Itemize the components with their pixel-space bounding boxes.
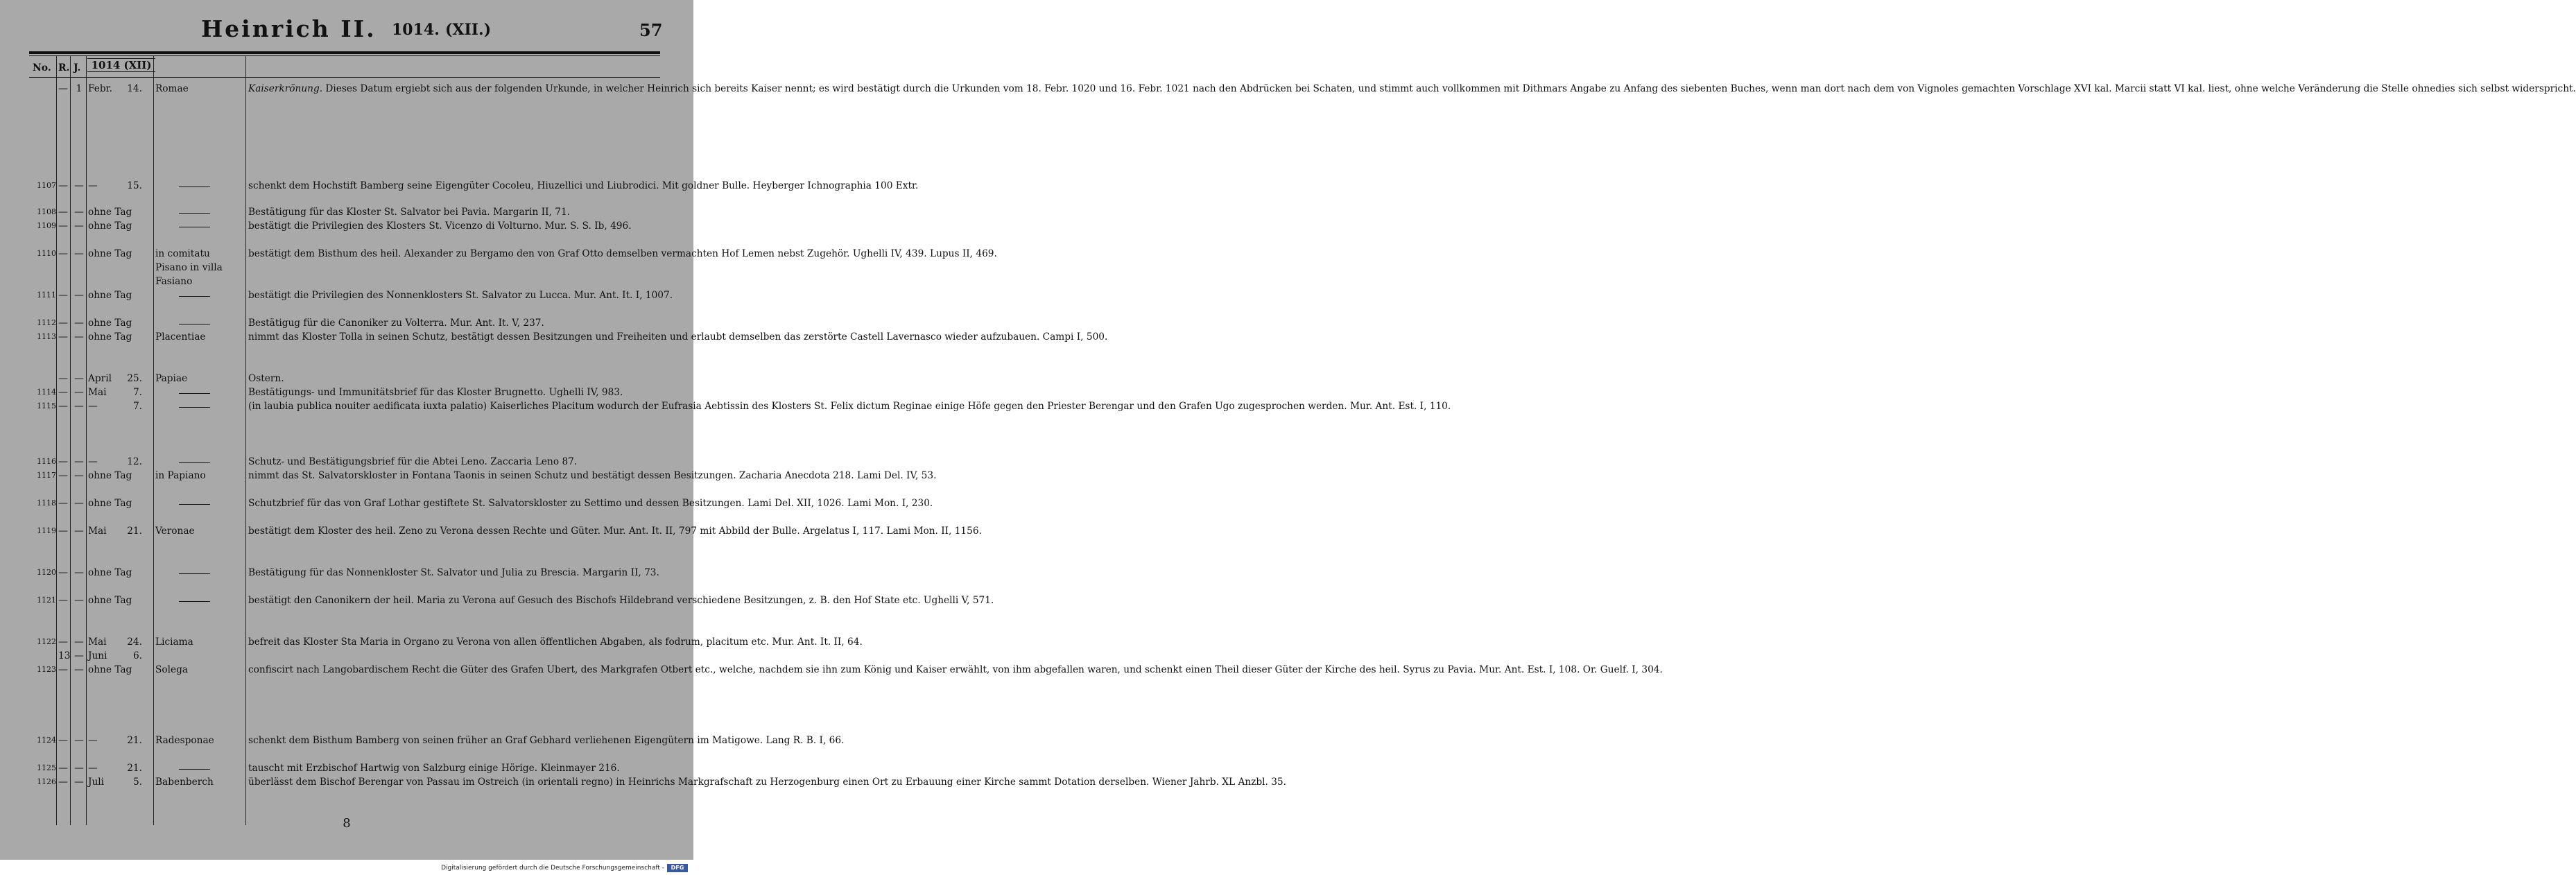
date-month: Mai bbox=[88, 526, 107, 537]
date-day: 15. bbox=[127, 180, 142, 191]
regest-body: bestätigt die Privilegien des Klosters St. Vicenzo di Volturno. Mur. S. S. Ib, 496. bbox=[248, 220, 632, 232]
reign-year-j: — bbox=[74, 373, 84, 384]
reign-year-j: — bbox=[74, 735, 84, 746]
reign-year-r: — bbox=[58, 220, 68, 232]
reign-year-r: — bbox=[58, 498, 68, 509]
regest-text bbox=[248, 524, 982, 538]
reign-year-j: — bbox=[74, 290, 84, 301]
place-repeat-dash bbox=[179, 504, 210, 505]
reign-year-r: — bbox=[58, 290, 68, 301]
footer bbox=[0, 863, 693, 875]
date-month: ohne Tag bbox=[88, 664, 132, 675]
regest-number: 1111 bbox=[37, 291, 56, 300]
reign-year-r: — bbox=[58, 207, 68, 218]
date-day: 5. bbox=[132, 777, 142, 788]
regest-number: 1119 bbox=[37, 526, 56, 535]
regest-body: (in laubia publica nouiter aedificata iuxta palatio) Kaiserliches Placitum wodurch der Eufrasia Aebtissin des Klosters St. Felix dictum Reginae einige Höfe gegen den Priester Berengar und den Grafen Ugo zugesprochen werden. Mur. Ant. Est. I, 110. bbox=[248, 401, 1451, 412]
regest-text bbox=[248, 385, 659, 399]
reign-year-j: 1 bbox=[76, 83, 83, 94]
reign-year-r: — bbox=[58, 331, 68, 343]
date-month: Juli bbox=[88, 777, 105, 788]
reign-year-j: — bbox=[74, 664, 84, 675]
reign-year-r: — bbox=[58, 248, 68, 259]
date-month: — bbox=[88, 735, 98, 746]
date-day: 21. bbox=[127, 763, 142, 774]
reign-year-r: — bbox=[58, 83, 68, 94]
date-month: — bbox=[88, 401, 98, 412]
regest-body: Ostern. bbox=[248, 373, 284, 384]
place-repeat-dash bbox=[179, 601, 210, 602]
reign-year-r: — bbox=[58, 180, 68, 191]
running-title: Heinrich II. bbox=[201, 15, 377, 42]
date-day: 21. bbox=[127, 526, 142, 537]
date-day: 7. bbox=[132, 401, 142, 412]
place-repeat-dash bbox=[179, 769, 210, 770]
regest-text bbox=[248, 288, 673, 302]
reign-year-j: — bbox=[74, 401, 84, 412]
regest-text bbox=[248, 330, 1108, 344]
place-name: in Papiano bbox=[155, 470, 206, 481]
date-month: ohne Tag bbox=[88, 470, 132, 481]
regest-text bbox=[248, 82, 2576, 96]
date-day: 24. bbox=[127, 636, 142, 648]
place-name: Babenberch bbox=[155, 777, 214, 788]
reign-year-r: — bbox=[58, 470, 68, 481]
column-header-r: R. bbox=[58, 62, 70, 73]
reign-year-r: — bbox=[58, 664, 68, 675]
reign-year-r: — bbox=[58, 373, 68, 384]
regest-text bbox=[248, 179, 919, 193]
regest-number: 1113 bbox=[37, 332, 56, 341]
date-day: 25. bbox=[127, 373, 142, 384]
regest-text bbox=[248, 761, 659, 775]
place-name: Veronae bbox=[155, 526, 195, 537]
regest-body: Schutz- und Bestätigungsbrief für die Abtei Leno. Zaccaria Leno 87. bbox=[248, 456, 578, 467]
place-repeat-dash bbox=[179, 393, 210, 394]
regest-number: 1114 bbox=[37, 388, 56, 397]
regest-body: nimmt das St. Salvatorskloster in Fontana Taonis in seinen Schutz und bestätigt dessen Besitzungen. Zacharia Anecdota 218. Lami Del. IV, 53. bbox=[248, 470, 937, 481]
reign-year-r: — bbox=[58, 526, 68, 537]
date-day: 21. bbox=[127, 735, 142, 746]
date-day: 14. bbox=[127, 83, 142, 94]
footer-funding-text: Digitalisierung gefördert durch die Deutsche Forschungsgemeinschaft - bbox=[441, 865, 664, 872]
regest-number: 1124 bbox=[37, 736, 56, 745]
regest-text bbox=[248, 635, 863, 649]
regest-text bbox=[248, 496, 933, 510]
regest-number: 1123 bbox=[37, 665, 56, 674]
regest-text bbox=[248, 316, 659, 330]
regest-number: 1126 bbox=[37, 777, 56, 786]
date-month: Febr. bbox=[88, 83, 112, 94]
regest-text bbox=[248, 247, 997, 261]
date-month: April bbox=[88, 373, 112, 384]
reign-year-j: — bbox=[74, 180, 84, 191]
regest-body: nimmt das Kloster Tolla in seinen Schutz, bestätigt dessen Besitzungen und Freiheiten und erlaubt demselben das zerstörte Castell Lavernasco wieder aufzubauen. Campi I, 500. bbox=[248, 331, 1108, 343]
regest-body: schenkt dem Bisthum Bamberg von seinen früher an Graf Gebhard verliehenen Eigengütern im Matigowe. Lang R. B. I, 66. bbox=[248, 735, 845, 746]
regest-body: bestätigt dem Bisthum des heil. Alexander zu Bergamo den von Graf Otto demselben vermachten Hof Lemen nebst Zugehör. Ughelli IV, 439. Lupus II, 469. bbox=[248, 248, 997, 259]
running-year: 1014. bbox=[392, 21, 440, 39]
regest-text bbox=[248, 469, 937, 483]
reign-year-j: — bbox=[74, 207, 84, 218]
place-repeat-dash bbox=[179, 407, 210, 408]
column-header-year: 1014 (XII) bbox=[87, 58, 155, 72]
date-month: — bbox=[88, 456, 98, 467]
column-divider bbox=[86, 55, 87, 825]
reign-year-j: — bbox=[74, 567, 84, 578]
reign-year-r: — bbox=[58, 401, 68, 412]
regest-body: befreit das Kloster Sta Maria in Organo zu Verona von allen öffentlichen Abgaben, als fodrum, placitum etc. Mur. Ant. It. II, 64. bbox=[248, 636, 863, 648]
regest-number: 1116 bbox=[37, 457, 56, 466]
header-rule-thick bbox=[29, 51, 660, 54]
date-month: Mai bbox=[88, 387, 107, 398]
regest-body: Dieses Datum ergiebt sich aus der folgenden Urkunde, in welcher Heinrich sich bereits Kaiser nennt; es wird bestätigt durch die Urkunden vom 18. Febr. 1020 und 16. Febr. 1021 nach den Abdrücken bei Schaten, und stimmt auch vollkommen mit Dithmars Angabe zu Anfang des siebenten Buches, wenn man dort nach dem von Vignoles gemachten Vorschlage XVI kal. Marcii statt VI kal. liest, ohne welche Veränderung die Stelle ohnedies sich selbst widerspricht. bbox=[322, 83, 2576, 94]
regest-number: 1117 bbox=[37, 471, 56, 480]
reign-year-r: — bbox=[58, 735, 68, 746]
regest-text bbox=[248, 399, 1451, 413]
reign-year-j: — bbox=[74, 470, 84, 481]
date-month: ohne Tag bbox=[88, 220, 132, 232]
reign-year-j: — bbox=[74, 456, 84, 467]
reign-year-r: 13 bbox=[58, 650, 71, 661]
place-repeat-dash bbox=[179, 213, 210, 214]
reign-year-r: — bbox=[58, 636, 68, 648]
date-month: ohne Tag bbox=[88, 290, 132, 301]
place-name: Papiae bbox=[155, 373, 188, 384]
regest-heading: Kaiserkrönung. bbox=[248, 83, 323, 94]
date-month: ohne Tag bbox=[88, 567, 132, 578]
reign-year-j: — bbox=[74, 220, 84, 232]
regest-body: bestätigt dem Kloster des heil. Zeno zu Verona dessen Rechte und Güter. Mur. Ant. It. II, 797 mit Abbild der Bulle. Argelatus I, 117. Lami Mon. II, 1156. bbox=[248, 526, 982, 537]
regest-number: 1118 bbox=[37, 499, 56, 508]
regest-body: Bestätigungs- und Immunitätsbrief für das Kloster Brugnetto. Ughelli IV, 983. bbox=[248, 387, 623, 398]
date-month: — bbox=[88, 763, 98, 774]
reign-year-r: — bbox=[58, 595, 68, 606]
regest-body: bestätigt die Privilegien des Nonnenklosters St. Salvator zu Lucca. Mur. Ant. It. I, 1007. bbox=[248, 290, 673, 301]
regest-body: überlässt dem Bischof Berengar von Passau im Ostreich (in orientali regno) in Heinrichs Markgrafschaft zu Herzogenburg einen Ort zu Erbauung einer Kirche sammt Dotation derselben. Wiener Jahrb. XL Anzbl. 35. bbox=[248, 777, 1286, 788]
regest-body: schenkt dem Hochstift Bamberg seine Eigengüter Cocoleu, Hiuzellici und Liubrodici. Mit goldner Bulle. Heyberger Ichnographia 100 Extr. bbox=[248, 180, 919, 191]
reign-year-j: — bbox=[74, 248, 84, 259]
date-month: ohne Tag bbox=[88, 248, 132, 259]
date-month: ohne Tag bbox=[88, 595, 132, 606]
column-head-rule bbox=[29, 77, 660, 78]
regest-number: 1107 bbox=[37, 181, 56, 190]
regest-text bbox=[248, 566, 659, 580]
regest-body: tauscht mit Erzbischof Hartwig von Salzburg einige Hörige. Kleinmayer 216. bbox=[248, 763, 620, 774]
dfg-logo: DFG bbox=[667, 864, 688, 872]
date-day: 12. bbox=[127, 456, 142, 467]
regest-body: Bestätigung für das Kloster St. Salvator bei Pavia. Margarin II, 71. bbox=[248, 207, 571, 218]
regest-number: 1122 bbox=[37, 637, 56, 646]
place-name: Solega bbox=[155, 664, 189, 675]
regest-body: bestätigt den Canonikern der heil. Maria zu Verona auf Gesuch des Bischofs Hildebrand verschiedene Besitzungen, z. B. den Hof State etc. Ughelli V, 571. bbox=[248, 595, 994, 606]
regest-text bbox=[248, 205, 659, 219]
place-name: Liciama bbox=[155, 636, 193, 648]
place-repeat-dash bbox=[179, 296, 210, 297]
reign-year-r: — bbox=[58, 387, 68, 398]
place-repeat-dash bbox=[179, 462, 210, 463]
place-name: Romae bbox=[155, 83, 189, 94]
regest-body: Schutzbrief für das von Graf Lothar gestiftete St. Salvatorskloster zu Settimo und dessen Besitzungen. Lami Del. XII, 1026. Lami Mon. I, 230. bbox=[248, 498, 933, 509]
page-number: 57 bbox=[639, 20, 663, 40]
column-divider bbox=[153, 55, 154, 825]
regest-body: confiscirt nach Langobardischem Recht die Güter des Grafen Ubert, des Markgrafen Otbert etc., welche, nachdem sie ihn zum König und Kaiser erwählt, von ihm abgefallen waren, und schenkt einen Theil dieser Güter der Kirche des heil. Syrus zu Pavia. Mur. Ant. Est. I, 108. Or. Guelf. I, 304. bbox=[248, 664, 1663, 675]
place-repeat-dash bbox=[179, 573, 210, 574]
date-month: ohne Tag bbox=[88, 207, 132, 218]
regest-number: 1108 bbox=[37, 207, 56, 216]
regest-text bbox=[248, 372, 659, 385]
reign-year-j: — bbox=[74, 650, 84, 661]
regest-number: 1115 bbox=[37, 401, 56, 410]
column-divider bbox=[245, 55, 246, 825]
regest-text bbox=[248, 455, 659, 469]
reign-year-j: — bbox=[74, 498, 84, 509]
reign-year-j: — bbox=[74, 777, 84, 788]
column-divider bbox=[56, 55, 57, 825]
regest-number: 1109 bbox=[37, 221, 56, 230]
regest-number: 1120 bbox=[37, 568, 56, 577]
regest-text bbox=[248, 734, 845, 747]
date-month: — bbox=[88, 180, 98, 191]
regest-number: 1125 bbox=[37, 763, 56, 772]
regest-text bbox=[248, 663, 1663, 677]
column-header-j: J. bbox=[74, 62, 81, 73]
place-name: Radesponae bbox=[155, 735, 214, 746]
date-month: ohne Tag bbox=[88, 498, 132, 509]
regest-body: Bestätigug für die Canoniker zu Volterra. Mur. Ant. It. V, 237. bbox=[248, 318, 544, 329]
regest-text bbox=[248, 594, 994, 607]
reign-year-r: — bbox=[58, 777, 68, 788]
regest-number: 1110 bbox=[37, 249, 56, 258]
regest-number: 1121 bbox=[37, 596, 56, 605]
header-rule-thin bbox=[29, 55, 660, 56]
signature-mark: 8 bbox=[343, 816, 351, 831]
reign-year-r: — bbox=[58, 567, 68, 578]
reign-year-j: — bbox=[74, 318, 84, 329]
date-month: ohne Tag bbox=[88, 331, 132, 343]
reign-year-j: — bbox=[74, 595, 84, 606]
reign-year-r: — bbox=[58, 318, 68, 329]
regest-body: Bestätigung für das Nonnenkloster St. Salvator und Julia zu Brescia. Margarin II, 73. bbox=[248, 567, 659, 578]
reign-year-r: — bbox=[58, 456, 68, 467]
place-name: Placentiae bbox=[155, 331, 206, 343]
regest-number: 1112 bbox=[37, 318, 56, 327]
reign-year-r: — bbox=[58, 763, 68, 774]
date-month: Juni bbox=[88, 650, 107, 661]
date-month: ohne Tag bbox=[88, 318, 132, 329]
reign-year-j: — bbox=[74, 331, 84, 343]
place-name: in comitatu Pisano in villa Fasiano bbox=[155, 248, 223, 287]
reign-year-j: — bbox=[74, 763, 84, 774]
date-day: 6. bbox=[132, 650, 142, 661]
reign-year-j: — bbox=[74, 387, 84, 398]
reign-year-j: — bbox=[74, 636, 84, 648]
regest-text bbox=[248, 775, 1286, 789]
reign-year-j: — bbox=[74, 526, 84, 537]
column-header-no: No. bbox=[33, 62, 51, 73]
running-regnal-year: (XII.) bbox=[445, 21, 492, 39]
date-month: Mai bbox=[88, 636, 107, 648]
column-divider bbox=[70, 55, 71, 825]
regest-text bbox=[248, 219, 659, 233]
date-day: 7. bbox=[132, 387, 142, 398]
